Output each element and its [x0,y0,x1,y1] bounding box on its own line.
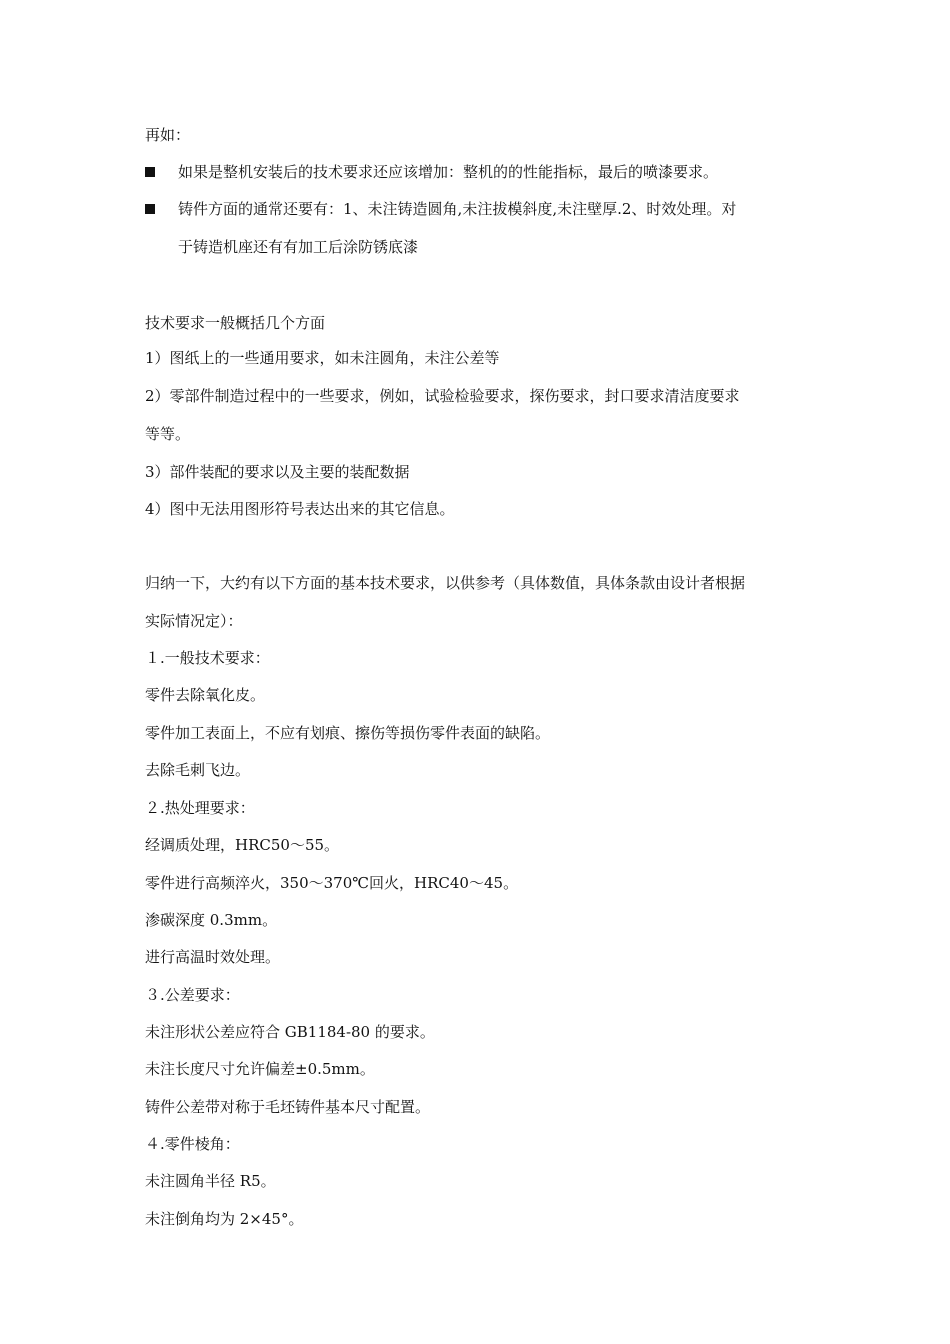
summary-item-2: 2）零部件制造过程中的一些要求，例如，试验检验要求，探伤要求，封口要求清洁度要求 [145,387,740,405]
bullet-text-2: 铸件方面的通常还要有：1、未注铸造圆角,未注拔模斜度,未注壁厚.2、时效处理。对 [178,200,737,218]
section-title-tolerance: ３.公差要求： [145,986,240,1004]
tolerance-line-2: 未注长度尺寸允许偏差±0.5mm。 [145,1060,375,1078]
general-line-1: 零件去除氧化皮。 [145,686,266,704]
heat-treatment-line-2: 零件进行高频淬火，350～370℃回火，HRC40～45。 [145,874,519,892]
basic-requirements-lead-continued: 实际情况定）： [145,612,243,630]
heat-treatment-line-1: 经调质处理，HRC50～55。 [145,836,340,854]
section-title-general: １.一般技术要求： [145,649,270,667]
bullet-text-1: 如果是整机安装后的技术要求还应该增加：整机的的性能指标，最后的喷漆要求。 [178,163,719,181]
summary-item-3: 3）部件装配的要求以及主要的装配数据 [145,463,410,481]
summary-item-2-continued: 等等。 [145,425,191,443]
heat-treatment-line-3: 渗碳深度 0.3mm。 [145,911,278,929]
edges-line-1: 未注圆角半径 R5。 [145,1172,276,1190]
edges-line-2: 未注倒角均为 2×45°。 [145,1210,304,1228]
tolerance-line-1: 未注形状公差应符合 GB1184-80 的要求。 [145,1023,435,1041]
bullet-marker-2 [145,204,155,214]
bullet-text-2-continued: 于铸造机座还有有加工后涂防锈底漆 [178,238,419,256]
basic-requirements-lead: 归纳一下，大约有以下方面的基本技术要求，以供参考（具体数值，具体条款由设计者根据 [145,574,746,592]
section-title-edges: ４.零件棱角： [145,1135,240,1153]
general-line-3: 去除毛刺飞边。 [145,761,251,779]
summary-item-4: 4）图中无法用图形符号表达出来的其它信息。 [145,500,455,518]
summary-heading: 技术要求一般概括几个方面 [145,314,326,332]
intro-text: 再如： [145,126,191,144]
summary-item-1: 1）图纸上的一些通用要求，如未注圆角，未注公差等 [145,349,500,367]
section-title-heat-treatment: ２.热处理要求： [145,799,255,817]
heat-treatment-line-4: 进行高温时效处理。 [145,948,281,966]
tolerance-line-3: 铸件公差带对称于毛坯铸件基本尺寸配置。 [145,1098,431,1116]
general-line-2: 零件加工表面上，不应有划痕、擦伤等损伤零件表面的缺陷。 [145,724,551,742]
bullet-marker-1 [145,167,155,177]
